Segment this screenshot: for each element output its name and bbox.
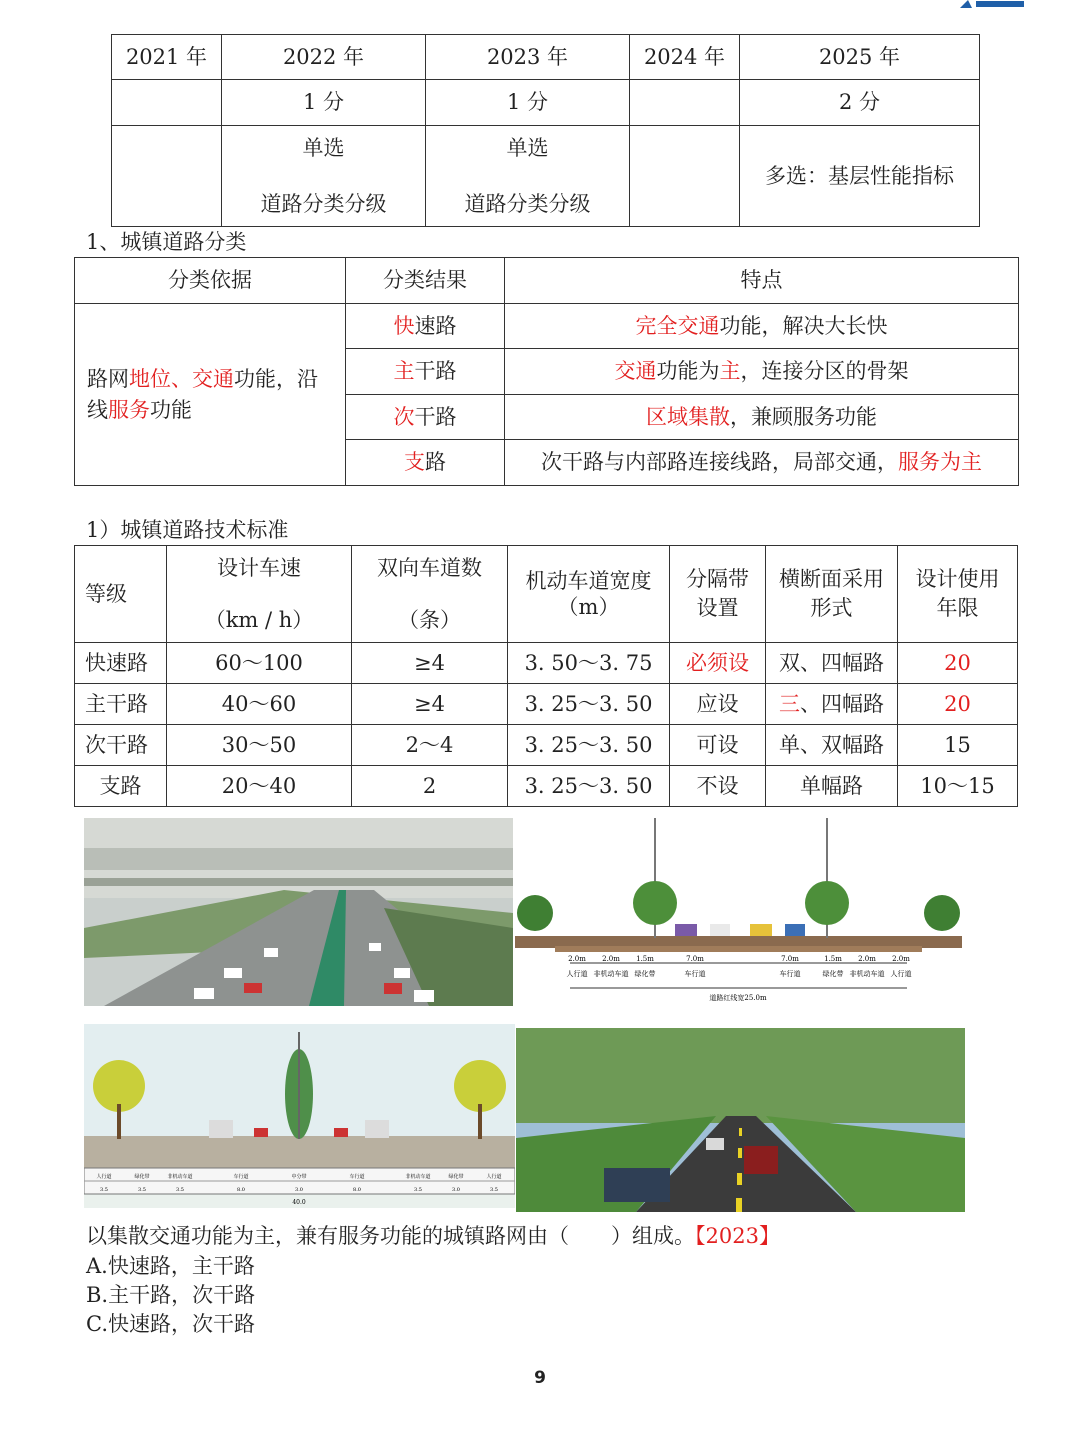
lane-name-label: 车行道 xyxy=(779,970,801,978)
question-year-tag: 【2023】 xyxy=(695,1224,780,1248)
total-width-label: 40.0 xyxy=(292,1199,306,1206)
year-header: 2022 年 xyxy=(222,35,426,80)
road-class-table xyxy=(74,257,1019,486)
score-cell: 2 分 xyxy=(740,80,980,126)
topic-text: 道路分类分级 xyxy=(464,192,591,216)
topic-cell xyxy=(112,126,222,227)
width-label: 3.5 xyxy=(490,1187,498,1193)
lane-name-label: 非机动车道 xyxy=(593,970,629,978)
lane-name-label: 车行道 xyxy=(349,1174,365,1180)
width-label: 2.0m xyxy=(858,955,876,963)
class-result: 支路 xyxy=(346,440,505,486)
column-header: 特点 xyxy=(505,258,1019,304)
class-feature: 交通功能为主，连接分区的骨架 xyxy=(505,349,1019,395)
question-option: C.快速路，次干路 xyxy=(86,1312,255,1336)
width-label: 3.0 xyxy=(295,1187,303,1193)
year-header: 2024 年 xyxy=(630,35,740,80)
publisher-logo xyxy=(960,0,1030,8)
width-label: 3.5 xyxy=(138,1187,146,1193)
width-cell: 3. 25～3. 50 xyxy=(508,766,670,807)
lane-name-label: 非机动车道 xyxy=(849,970,885,978)
grade-cell: 快速路 xyxy=(75,643,167,684)
urban-road-photo xyxy=(516,1028,965,1212)
cross-cell: 双、四幅路 xyxy=(766,643,898,684)
column-header: 双向车道数 （条） xyxy=(352,546,508,643)
year-header: 2021 年 xyxy=(112,35,222,80)
divider-cell: 必须设 xyxy=(670,643,766,684)
question-stem: 以集散交通功能为主，兼有服务功能的城镇路网由（ ）组成。【2023】 xyxy=(86,1224,780,1248)
lane-name-label: 人行道 xyxy=(890,970,912,978)
table-row xyxy=(75,684,1018,725)
score-cell xyxy=(112,80,222,126)
lane-name-label: 中分带 xyxy=(291,1174,307,1180)
expressway-photo xyxy=(84,818,513,1006)
speed-cell: 30～50 xyxy=(167,725,352,766)
exam-years-table xyxy=(111,34,980,227)
column-header: 分类依据 xyxy=(75,258,346,304)
question-option: A.快速路，主干路 xyxy=(86,1254,255,1278)
life-cell: 20 xyxy=(898,643,1018,684)
width-label: 3.0 xyxy=(452,1187,460,1193)
section-title: 1）城镇道路技术标准 xyxy=(86,518,289,542)
cross-cell: 三、四幅路 xyxy=(766,684,898,725)
topic-cell xyxy=(426,126,630,227)
page-number: 9 xyxy=(534,1368,546,1388)
speed-cell: 60～100 xyxy=(167,643,352,684)
question-option: B.主干路，次干路 xyxy=(86,1283,256,1307)
column-header: 设计使用年限 xyxy=(898,546,1018,643)
grade-cell: 主干路 xyxy=(75,684,167,725)
class-feature: 完全交通功能，解决大长快 xyxy=(505,304,1019,349)
width-label: 1.5m xyxy=(636,955,654,963)
width-label: 3.5 xyxy=(414,1187,422,1193)
lanes-cell: ≥4 xyxy=(352,684,508,725)
question-type: 多选：基层性能指标 xyxy=(765,163,954,188)
lane-name-label: 绿化带 xyxy=(134,1174,150,1180)
lane-name-label: 绿化带 xyxy=(448,1174,464,1180)
grade-cell: 支路 xyxy=(75,766,167,807)
lane-name-label: 车行道 xyxy=(233,1174,249,1180)
width-label: 7.0m xyxy=(781,955,799,963)
total-width-label: 道路红线宽25.0m xyxy=(709,994,767,1002)
cross-cell: 单、双幅路 xyxy=(766,725,898,766)
life-cell: 15 xyxy=(898,725,1018,766)
lane-name-label: 人行道 xyxy=(566,970,588,978)
tech-standard-table xyxy=(74,545,1018,807)
width-label: 2.0m xyxy=(892,955,910,963)
width-label: 8.0 xyxy=(237,1187,245,1193)
section-title: 1、城镇道路分类 xyxy=(86,230,247,254)
score-cell xyxy=(630,80,740,126)
cross-cell: 单幅路 xyxy=(766,766,898,807)
lane-name-label: 车行道 xyxy=(684,970,706,978)
lane-name-label: 非机动车道 xyxy=(167,1174,193,1180)
width-label: 7.0m xyxy=(686,955,704,963)
lane-name-label: 绿化带 xyxy=(822,970,844,978)
width-cell: 3. 50～3. 75 xyxy=(508,643,670,684)
year-header: 2023 年 xyxy=(426,35,630,80)
width-cell: 3. 25～3. 50 xyxy=(508,684,670,725)
lane-name-label: 非机动车道 xyxy=(405,1174,431,1180)
width-cell: 3. 25～3. 50 xyxy=(508,725,670,766)
table-row xyxy=(75,725,1018,766)
year-header: 2025 年 xyxy=(740,35,980,80)
cross-section-25m-diagram xyxy=(515,818,962,1008)
score-cell: 1 分 xyxy=(426,80,630,126)
width-label: 3.5 xyxy=(100,1187,108,1193)
cross-section-40m-diagram xyxy=(84,1024,515,1208)
table-row xyxy=(75,766,1018,807)
class-result: 次干路 xyxy=(346,395,505,440)
width-label: 3.5 xyxy=(176,1187,184,1193)
lane-name-label: 人行道 xyxy=(96,1174,112,1180)
class-feature: 区域集散，兼顾服务功能 xyxy=(505,395,1019,440)
life-cell: 20 xyxy=(898,684,1018,725)
class-feature: 次干路与内部路连接线路，局部交通，服务为主 xyxy=(505,440,1019,486)
lane-name-label: 人行道 xyxy=(486,1174,502,1180)
column-header: 等级 xyxy=(75,546,167,643)
class-result: 快速路 xyxy=(346,304,505,349)
grade-cell: 次干路 xyxy=(75,725,167,766)
topic-text: 道路分类分级 xyxy=(260,192,387,216)
question-type: 单选 xyxy=(506,135,549,160)
width-label: 2.0m xyxy=(602,955,620,963)
class-result: 主干路 xyxy=(346,349,505,395)
column-header: 横断面采用形式 xyxy=(766,546,898,643)
lanes-cell: ≥4 xyxy=(352,643,508,684)
lanes-cell: 2 xyxy=(352,766,508,807)
score-cell: 1 分 xyxy=(222,80,426,126)
divider-cell: 可设 xyxy=(670,725,766,766)
topic-cell xyxy=(222,126,426,227)
classification-basis: 路网地位、交通功能，沿线服务功能 xyxy=(75,304,346,486)
table-row xyxy=(75,643,1018,684)
column-header: 分隔带设置 xyxy=(670,546,766,643)
lanes-cell: 2～4 xyxy=(352,725,508,766)
width-label: 8.0 xyxy=(353,1187,361,1193)
column-header: 机动车道宽度 （m） xyxy=(508,546,670,643)
width-label: 2.0m xyxy=(568,955,586,963)
speed-cell: 40～60 xyxy=(167,684,352,725)
width-label: 1.5m xyxy=(824,955,842,963)
cross-section-25m-labels xyxy=(567,955,912,1002)
column-header: 分类结果 xyxy=(346,258,505,304)
life-cell: 10～15 xyxy=(898,766,1018,807)
speed-cell: 20～40 xyxy=(167,766,352,807)
lane-name-label: 绿化带 xyxy=(634,970,656,978)
topic-cell xyxy=(630,126,740,227)
question-type: 单选 xyxy=(302,135,345,160)
divider-cell: 不设 xyxy=(670,766,766,807)
column-header: 设计车速 （km / h） xyxy=(167,546,352,643)
topic-cell xyxy=(740,126,980,227)
divider-cell: 应设 xyxy=(670,684,766,725)
